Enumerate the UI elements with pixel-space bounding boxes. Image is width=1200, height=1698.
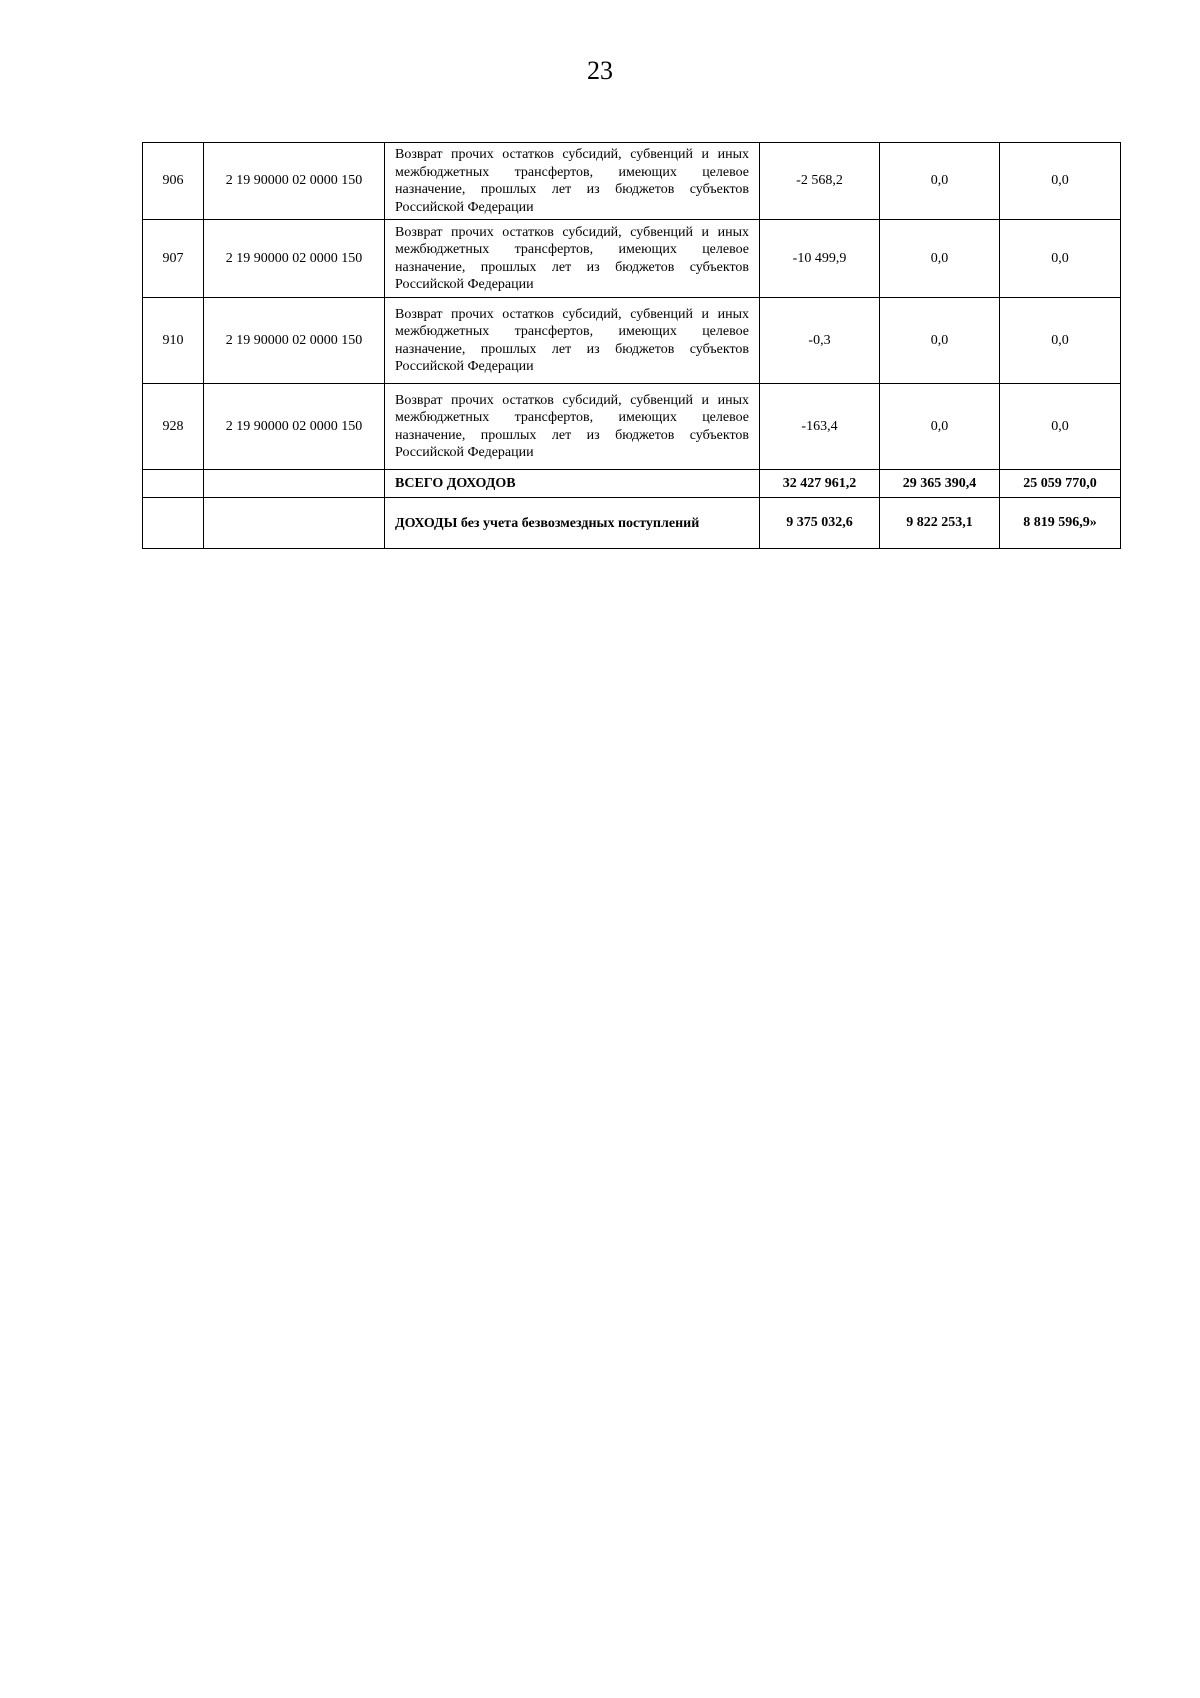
amount-year2-cell: 0,0 xyxy=(880,143,1000,220)
table-row xyxy=(143,220,1121,298)
budget-code-cell: 2 19 90000 02 0000 150 xyxy=(204,143,385,220)
table-row xyxy=(143,298,1121,384)
revenue-table xyxy=(142,142,1121,549)
own-revenue-year2-cell: 9 822 253,1 xyxy=(880,498,1000,549)
total-year3-cell: 25 059 770,0 xyxy=(1000,470,1121,498)
empty-cell xyxy=(204,470,385,498)
revenue-name-cell: Возврат прочих остатков субсидий, субвенций и иных межбюджетных трансфертов, имеющих целевое назначение, прошлых лет из бюджетов субъектов Российской Федерации xyxy=(385,220,760,298)
admin-code-cell: 906 xyxy=(143,143,204,220)
empty-cell xyxy=(204,498,385,549)
amount-year3-cell: 0,0 xyxy=(1000,384,1121,470)
amount-year2-cell: 0,0 xyxy=(880,298,1000,384)
table-row xyxy=(143,384,1121,470)
total-row xyxy=(143,470,1121,498)
page-number: 23 xyxy=(587,56,613,85)
own-revenue-label-cell: ДОХОДЫ без учета безвозмездных поступлений xyxy=(385,498,760,549)
revenue-name-cell: Возврат прочих остатков субсидий, субвенций и иных межбюджетных трансфертов, имеющих целевое назначение, прошлых лет из бюджетов субъектов Российской Федерации xyxy=(385,384,760,470)
admin-code-cell: 910 xyxy=(143,298,204,384)
budget-code-cell: 2 19 90000 02 0000 150 xyxy=(204,298,385,384)
amount-year3-cell: 0,0 xyxy=(1000,298,1121,384)
total-year2-cell: 29 365 390,4 xyxy=(880,470,1000,498)
budget-code-cell: 2 19 90000 02 0000 150 xyxy=(204,384,385,470)
amount-year1-cell: -2 568,2 xyxy=(760,143,880,220)
amount-year3-cell: 0,0 xyxy=(1000,220,1121,298)
own-revenue-year3-cell: 8 819 596,9» xyxy=(1000,498,1121,549)
admin-code-cell: 928 xyxy=(143,384,204,470)
amount-year1-cell: -163,4 xyxy=(760,384,880,470)
revenue-name-cell: Возврат прочих остатков субсидий, субвенций и иных межбюджетных трансфертов, имеющих целевое назначение, прошлых лет из бюджетов субъектов Российской Федерации xyxy=(385,143,760,220)
total-year1-cell: 32 427 961,2 xyxy=(760,470,880,498)
amount-year1-cell: -10 499,9 xyxy=(760,220,880,298)
total-label-cell: ВСЕГО ДОХОДОВ xyxy=(385,470,760,498)
admin-code-cell: 907 xyxy=(143,220,204,298)
empty-cell xyxy=(143,470,204,498)
own-revenue-year1-cell: 9 375 032,6 xyxy=(760,498,880,549)
own-revenue-row xyxy=(143,498,1121,549)
amount-year3-cell: 0,0 xyxy=(1000,143,1121,220)
table-row xyxy=(143,143,1121,220)
empty-cell xyxy=(143,498,204,549)
amount-year2-cell: 0,0 xyxy=(880,384,1000,470)
amount-year1-cell: -0,3 xyxy=(760,298,880,384)
budget-code-cell: 2 19 90000 02 0000 150 xyxy=(204,220,385,298)
revenue-name-cell: Возврат прочих остатков субсидий, субвенций и иных межбюджетных трансфертов, имеющих целевое назначение, прошлых лет из бюджетов субъектов Российской Федерации xyxy=(385,298,760,384)
amount-year2-cell: 0,0 xyxy=(880,220,1000,298)
